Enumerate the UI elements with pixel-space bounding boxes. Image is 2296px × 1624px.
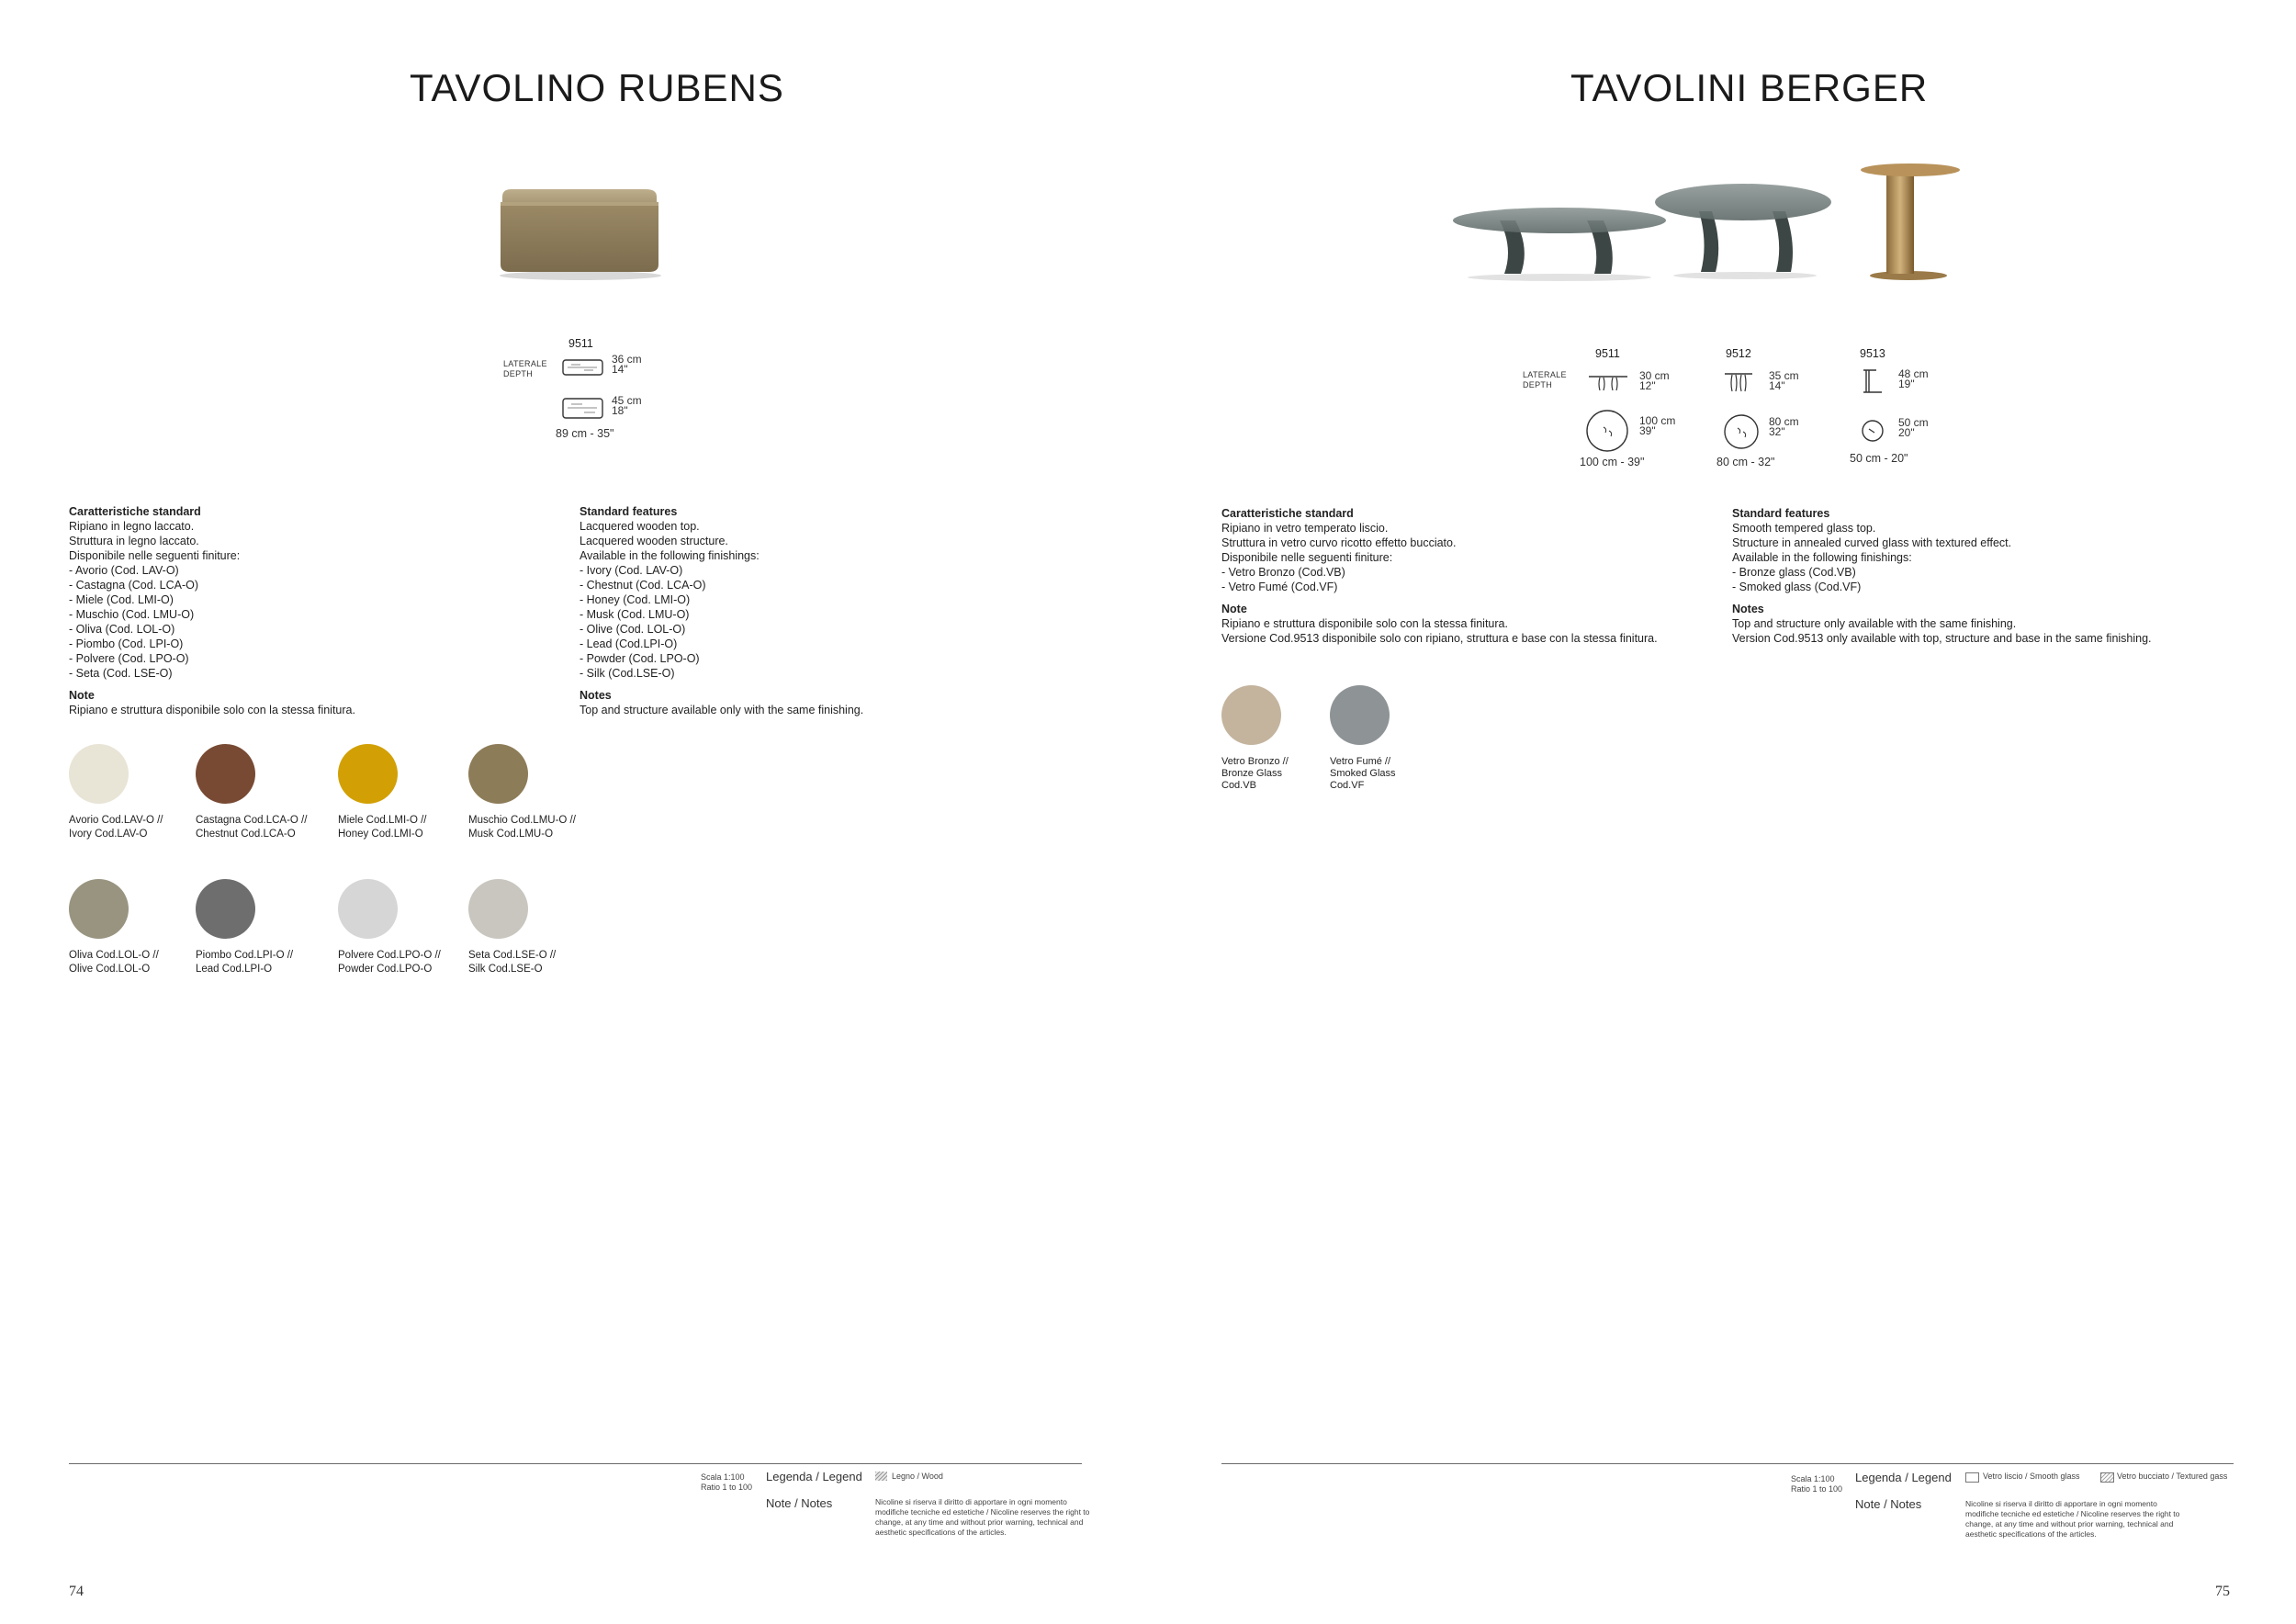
- features-it: Caratteristiche standard Ripiano in legno laccato. Struttura in legno laccato. Disponibile nelle seguenti finiture: - Avorio (Cod. LAV-O) - Castagna (Cod. LCA-O) - Miele (Cod. LMI-O) - Muschio (Cod. LMU-O) - Oliva (Cod. LOL-O) - Piombo (Cod. LPI-O) - Polvere (Cod. LPO-O) - Seta (Cod. LSE-O) Note Ripiano e struttura disponibile solo con la stessa finitura.: [69, 505, 355, 716]
- swatch-castagna: [196, 744, 255, 804]
- width-dimension: 50 cm - 20": [1850, 452, 1908, 465]
- footer-divider: [1221, 1463, 2234, 1464]
- diameter-100: 100 cm 39": [1639, 414, 1676, 437]
- depth-label: LATERALE DEPTH: [1523, 370, 1567, 389]
- width-dimension: 89 cm - 35": [556, 427, 614, 440]
- top-view-icon: [1723, 413, 1760, 450]
- swatch-label: Polvere Cod.LPO-O // Powder Cod.LPO-O: [338, 950, 441, 975]
- height-30: 30 cm 12": [1639, 369, 1670, 392]
- swatch-vetro-fume: [1330, 685, 1390, 745]
- depth-label: LATERALE DEPTH: [503, 359, 547, 378]
- width-dimension: 80 cm - 32": [1716, 456, 1775, 468]
- legal-disclaimer: Nicoline si riserva il diritto di apportare in ogni momento modifiche tecniche ed estetiche / Nicoline reserves the right to change, at any time and without prior warning, technical and aesthetic specifications of the articles.: [1965, 1499, 2180, 1539]
- height-35: 35 cm 14": [1769, 369, 1799, 392]
- diameter-50: 50 cm 20": [1898, 416, 1929, 439]
- width-dimension: 100 cm - 39": [1580, 456, 1645, 468]
- swatch-label: Avorio Cod.LAV-O // Ivory Cod.LAV-O: [69, 815, 163, 840]
- swatch-label: Seta Cod.LSE-O // Silk Cod.LSE-O: [468, 950, 557, 975]
- swatch-label: Piombo Cod.LPI-O // Lead Cod.LPI-O: [196, 950, 294, 975]
- legend-item-wood: Legno / Wood: [892, 1472, 943, 1481]
- swatch-label: Vetro Fumé // Smoked Glass Cod.VF: [1330, 756, 1396, 791]
- side-view-high-icon: [562, 397, 604, 421]
- side-view-icon: [1587, 374, 1629, 392]
- swatch-label: Muschio Cod.LMU-O // Musk Cod.LMU-O: [468, 815, 576, 840]
- page-title: TAVOLINO RUBENS: [410, 66, 784, 109]
- legend-title: Legenda / Legend: [766, 1470, 862, 1483]
- swatch-miele: [338, 744, 398, 804]
- wood-hatch-icon: [875, 1472, 887, 1481]
- side-view-low-icon: [562, 357, 604, 378]
- swatch-label: Vetro Bronzo // Bronze Glass Cod.VB: [1221, 756, 1289, 791]
- features-en: Standard features Lacquered wooden top. Lacquered wooden structure. Available in the following finishings: - Ivory (Cod. LAV-O) - Chestnut (Cod. LCA-O) - Honey (Cod. LMI-O) - Musk (Cod. LMU-O) - Olive (Cod. LOL-O) - Lead (Cod.LPI-O) - Powder (Cod. LPO-O) - Silk (Cod.LSE-O) Notes Top and structure available only with the same finishing.: [580, 505, 864, 716]
- top-view-icon: [1861, 419, 1885, 443]
- legend-item-textured-glass: Vetro bucciato / Textured gass: [2117, 1472, 2228, 1481]
- features-it: Caratteristiche standard Ripiano in vetro temperato liscio. Struttura in vetro curvo ricotto effetto bucciato. Disponibile nelle seguenti finiture: - Vetro Bronzo (Cod.VB) - Vetro Fumé (Cod.VF) Note Ripiano e struttura disponibile solo con la stessa finitura. Versione Cod.9513 disponibile solo con ripiano, struttura e base con la stessa finitura.: [1221, 507, 1658, 645]
- legend-item-smooth-glass: Vetro liscio / Smooth glass: [1983, 1472, 2080, 1481]
- height-36: 36 cm 14": [612, 353, 642, 376]
- rubens-table-image: [491, 184, 666, 285]
- swatch-muschio: [468, 744, 528, 804]
- swatch-oliva: [69, 879, 129, 939]
- swatch-label: Castagna Cod.LCA-O // Chestnut Cod.LCA-O: [196, 815, 308, 840]
- features-en: Standard features Smooth tempered glass top. Structure in annealed curved glass with textured effect. Available in the following finishings: - Bronze glass (Cod.VB) - Smoked glass (Cod.VF) Notes Top and structure only available with the same finishing. Version Cod.9513 only available with top, structure and base in the same finishing.: [1732, 507, 2152, 645]
- textured-glass-icon: [2100, 1472, 2114, 1483]
- side-view-icon: [1723, 371, 1754, 393]
- product-code: 9511: [568, 337, 593, 350]
- swatch-avorio: [69, 744, 129, 804]
- notes-title: Note / Notes: [766, 1496, 833, 1510]
- product-code: 9513: [1860, 347, 1885, 360]
- height-45: 45 cm 18": [612, 394, 642, 417]
- page-number: 75: [2215, 1584, 2230, 1599]
- page-title: TAVOLINI BERGER: [1570, 66, 1929, 109]
- page-number: 74: [69, 1584, 84, 1599]
- product-code: 9511: [1595, 347, 1620, 360]
- legend-title: Legenda / Legend: [1855, 1471, 1952, 1484]
- top-view-icon: [1585, 409, 1629, 453]
- smooth-glass-icon: [1965, 1472, 1979, 1483]
- swatch-label: Oliva Cod.LOL-O // Olive Cod.LOL-O: [69, 950, 159, 975]
- swatch-piombo: [196, 879, 255, 939]
- footer-divider: [69, 1463, 1082, 1464]
- height-48: 48 cm 19": [1898, 367, 1929, 390]
- swatch-seta: [468, 879, 528, 939]
- product-code: 9512: [1726, 347, 1751, 360]
- scale-label: Scala 1:100 Ratio 1 to 100: [701, 1472, 753, 1492]
- swatch-polvere: [338, 879, 398, 939]
- side-view-icon: [1861, 367, 1885, 395]
- diameter-80: 80 cm 32": [1769, 415, 1799, 438]
- scale-label: Scala 1:100 Ratio 1 to 100: [1791, 1474, 1843, 1494]
- notes-title: Note / Notes: [1855, 1497, 1922, 1511]
- swatch-label: Miele Cod.LMI-O // Honey Cod.LMI-O: [338, 815, 427, 840]
- berger-tables-image: [1449, 156, 1964, 285]
- legal-disclaimer: Nicoline si riserva il diritto di apportare in ogni momento modifiche tecniche ed estetiche / Nicoline reserves the right to change, at any time and without prior warning, technical and aesthetic specifications of the articles.: [875, 1497, 1090, 1537]
- swatch-vetro-bronzo: [1221, 685, 1281, 745]
